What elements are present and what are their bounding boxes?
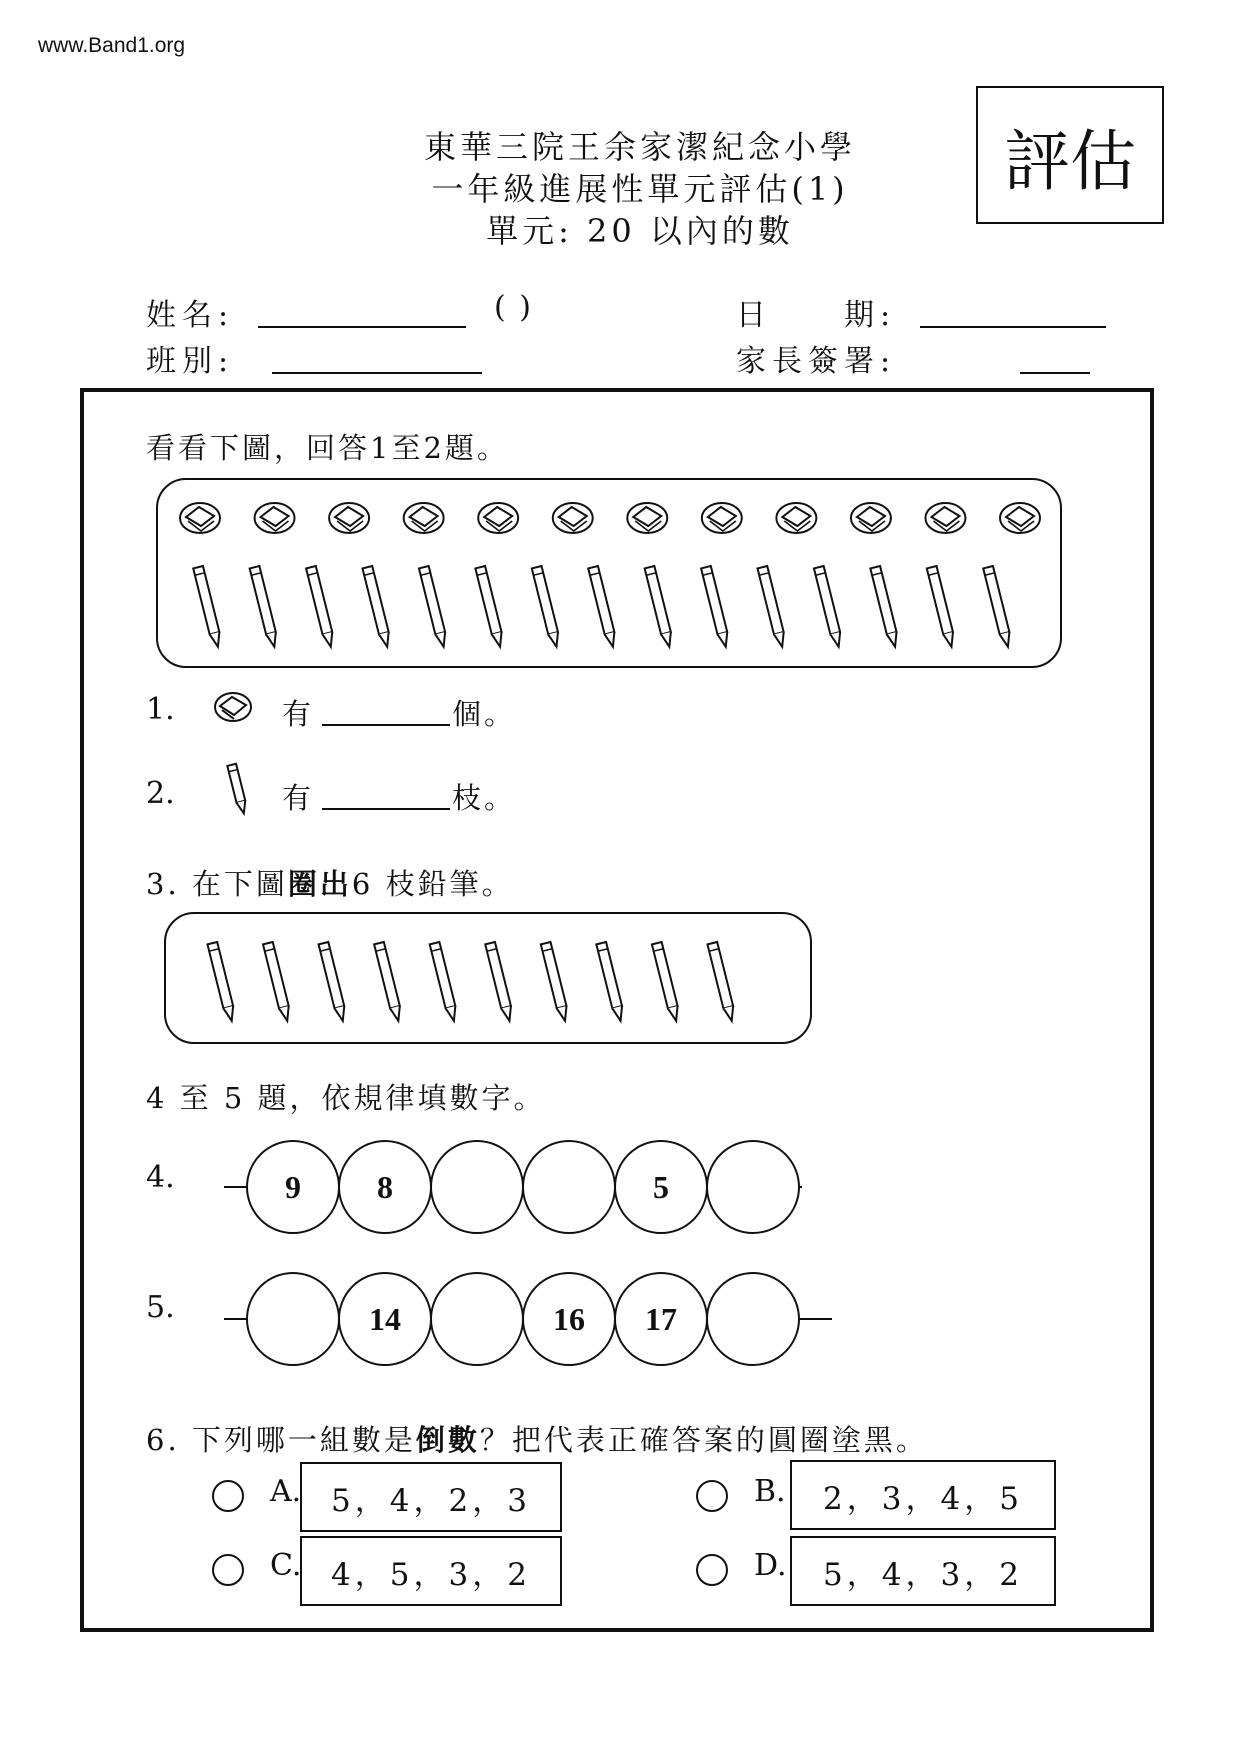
eraser-icon xyxy=(851,503,891,533)
picture-group-1 xyxy=(156,478,1062,668)
option-b-box: 2，3，4，5 xyxy=(790,1460,1056,1530)
pencil-icon xyxy=(319,942,348,1022)
number-circle: 8 xyxy=(338,1140,432,1234)
q6-text-b: ？把代表正確答案的圓圈塗黑。 xyxy=(479,1423,928,1457)
option-c-radio[interactable] xyxy=(212,1554,244,1586)
option-a-letter: A. xyxy=(270,1474,302,1509)
pencil-icon xyxy=(430,942,459,1022)
blank-circle[interactable] xyxy=(430,1272,524,1366)
eraser-icon xyxy=(702,503,742,533)
picture-group-2[interactable] xyxy=(164,912,812,1044)
q1-has: 有 xyxy=(282,697,315,731)
option-d-radio[interactable] xyxy=(696,1554,728,1586)
eraser-icon xyxy=(776,503,816,533)
number-circle: 17 xyxy=(614,1272,708,1366)
pencil-icon xyxy=(263,942,292,1022)
q5-number: 5. xyxy=(146,1290,175,1325)
pencil-icon xyxy=(596,942,625,1022)
option-b-radio[interactable] xyxy=(696,1480,728,1512)
pencil-icon xyxy=(374,942,403,1022)
pencil-icon xyxy=(701,566,731,648)
unit-title: 單元: 20 以內的數 xyxy=(486,212,794,250)
class-field[interactable] xyxy=(272,372,482,374)
option-c-letter: C. xyxy=(270,1548,302,1583)
blank-circle[interactable] xyxy=(706,1272,800,1366)
pencil-icon xyxy=(306,566,336,648)
option-a-radio[interactable] xyxy=(212,1480,244,1512)
number-circle: 14 xyxy=(338,1272,432,1366)
option-c-box: 4，5，3，2 xyxy=(300,1536,562,1606)
pencil-icon xyxy=(758,566,788,648)
school-name: 東華三院王余家潔紀念小學 xyxy=(423,128,856,166)
option-d-letter: D. xyxy=(754,1548,787,1583)
q6-text-a: 下列哪一組數是 xyxy=(191,1423,416,1457)
number-circle: 16 xyxy=(522,1272,616,1366)
date-label: 日 期: xyxy=(736,298,897,333)
option-b-letter: B. xyxy=(754,1474,786,1509)
eraser-icon xyxy=(329,503,369,533)
q3-number: 3. xyxy=(146,867,180,901)
q2-number: 2. xyxy=(146,776,175,811)
watermark-text: www.Band1.org xyxy=(38,34,186,57)
blank-circle[interactable] xyxy=(430,1140,524,1234)
q5-number-chain xyxy=(224,1272,834,1368)
pencil-icon xyxy=(485,942,514,1022)
date-field[interactable] xyxy=(920,326,1106,328)
pencil-icon xyxy=(870,566,900,648)
option-a-box: 5，4，2，3 xyxy=(300,1462,562,1532)
pencil-icon xyxy=(652,942,681,1022)
eraser-icon xyxy=(925,503,965,533)
assessment-badge: 評估 xyxy=(976,86,1164,224)
pencil-icon xyxy=(207,942,236,1022)
blank-circle[interactable] xyxy=(246,1272,340,1366)
eraser-icon xyxy=(212,688,254,724)
q6-question xyxy=(146,1418,928,1459)
group1-svg xyxy=(158,480,1060,666)
q3-text-a: 在下圖 xyxy=(191,867,288,901)
assessment-title: 一年級進展性單元評估(1) xyxy=(431,170,849,208)
q3-text-b: 6 枝鉛筆。 xyxy=(351,867,514,901)
q1-number: 1. xyxy=(146,692,175,727)
pencil-icon xyxy=(363,566,393,648)
blank-circle[interactable] xyxy=(522,1140,616,1234)
q2-has: 有 xyxy=(282,781,315,815)
q1-answer-field[interactable] xyxy=(322,724,450,726)
q3-text-bold: 圈出 xyxy=(287,867,352,901)
number-circle: 9 xyxy=(246,1140,340,1234)
q2-answer-field[interactable] xyxy=(322,808,450,810)
q3-question xyxy=(146,862,514,903)
q6-text-bold: 倒數 xyxy=(415,1423,480,1457)
q4-number: 4. xyxy=(146,1160,175,1195)
parent-sign-label: 家長簽署: xyxy=(736,344,897,379)
pencil-icon xyxy=(707,942,736,1022)
number-circle: 5 xyxy=(614,1140,708,1234)
eraser-icon xyxy=(627,503,667,533)
option-d-box: 5，4，3，2 xyxy=(790,1536,1056,1606)
blank-circle[interactable] xyxy=(706,1140,800,1234)
group2-svg xyxy=(166,914,810,1042)
pencil-icon xyxy=(541,942,570,1022)
q6-number: 6. xyxy=(146,1423,180,1457)
pencil-icon xyxy=(927,566,957,648)
pencil-icon xyxy=(588,566,618,648)
pattern-intro: 4 至 5 題，依規律填數字。 xyxy=(146,1081,546,1115)
pencil-icon xyxy=(226,760,250,816)
q2-unit: 枝。 xyxy=(452,781,517,815)
pencil-icon xyxy=(193,566,223,648)
pencil-icon xyxy=(983,566,1013,648)
pencil-icon xyxy=(532,566,562,648)
eraser-icon xyxy=(255,503,295,533)
intro-text: 看看下圖，回答1至2題。 xyxy=(146,431,509,465)
eraser-icon xyxy=(404,503,444,533)
pencil-icon xyxy=(645,566,675,648)
class-label: 班別: xyxy=(146,344,235,379)
class-number-field[interactable]: ( ) xyxy=(494,290,533,325)
eraser-icon xyxy=(478,503,518,533)
pencil-icon xyxy=(814,566,844,648)
q1-unit: 個。 xyxy=(452,697,517,731)
pencil-icon xyxy=(250,566,280,648)
q4-number-chain xyxy=(224,1140,814,1236)
parent-sign-field[interactable] xyxy=(1020,372,1090,374)
pencil-icon xyxy=(475,566,505,648)
eraser-icon xyxy=(1000,503,1040,533)
name-field[interactable] xyxy=(258,326,466,328)
eraser-icon xyxy=(553,503,593,533)
eraser-icon xyxy=(180,503,220,533)
pencil-icon xyxy=(419,566,449,648)
name-label: 姓名: xyxy=(146,298,235,333)
